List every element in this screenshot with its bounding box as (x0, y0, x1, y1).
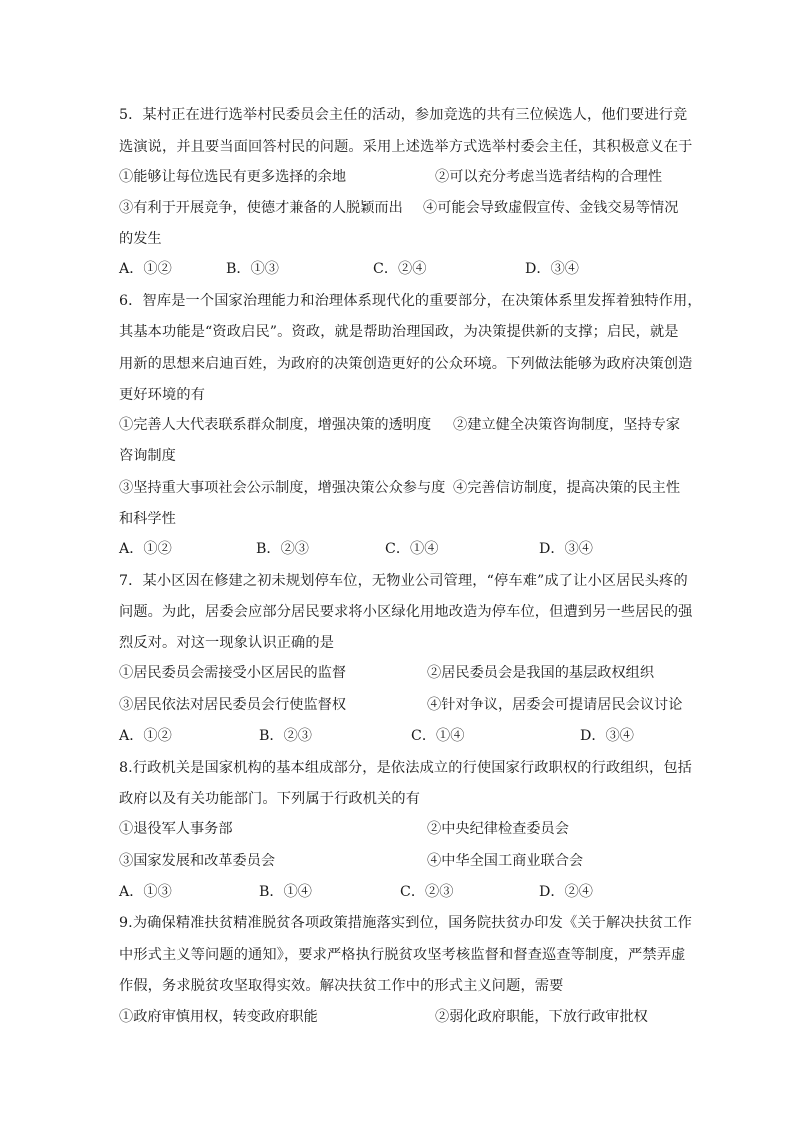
q5-statement-2: ②可以充分考虑当选者结构的合理性 (435, 169, 663, 185)
q6-stem-line-1: 6．智库是一个国家治理能力和治理体系现代化的重要部分，在决策体系里发挥着独特作用， (119, 293, 702, 309)
q7-statement-3: ③居民依法对居民委员会行使监督权 (119, 697, 347, 713)
q8-choice-b: B．①④ (259, 884, 312, 900)
q5-stem-line-1: 5．某村正在进行选举村民委员会主任的活动，参加竞选的共有三位候选人，他们要进行竞 (119, 107, 688, 123)
q8-statement-1: ①退役军人事务部 (119, 821, 233, 837)
q7-stem-line-2: 问题。为此，居委会应部分居民要求将小区绿化用地改造为停车位，但遭到另一些居民的强 (119, 604, 693, 620)
q9-stem-line-3: 作假，务求脱贫攻坚取得实效。解决扶贫工作中的形式主义问题，需要 (119, 978, 564, 994)
q8-stem-line-1: 8.行政机关是国家机构的基本组成部分，是依法成立的行使国家行政职权的行政组织，包括 (119, 760, 693, 776)
q6-statement-2: ②建立健全决策咨询制度，坚持专家 (453, 417, 681, 433)
q6-choice-d: D．③④ (539, 541, 593, 557)
q7-stem-line-1: 7．某小区因在修建之初未规划停车位，无物业公司管理，“停车难”成了让小区居民头疼的 (119, 573, 688, 589)
q8-choice-a: A．①③ (119, 884, 172, 900)
q6-statement-2-cont: 咨询制度 (119, 448, 176, 464)
q5-choice-c: C．②④ (373, 261, 427, 277)
q5-statement-4-cont: 的发生 (119, 231, 162, 247)
q7-choice-d: D．③④ (580, 728, 634, 744)
q8-statement-3: ③国家发展和改革委员会 (119, 853, 276, 869)
q7-stem-line-3: 烈反对。对这一现象认识正确的是 (119, 635, 335, 651)
q9-stem-line-1: 9.为确保精准扶贫精准脱贫各项政策措施落实到位，国务院扶贫办印发《关于解决扶贫工作 (119, 915, 693, 931)
q6-statement-4-cont: 和科学性 (119, 511, 176, 527)
q8-stem-line-2: 政府以及有关功能部门。下列属于行政机关的有 (119, 791, 421, 807)
q6-choice-a: A．①② (119, 541, 172, 557)
q6-stem-line-3: 用新的思想来启迪百姓，为政府的决策创造更好的公众环境。下列做法能够为政府决策创造 (119, 356, 693, 372)
q7-choice-a: A．①② (119, 728, 172, 744)
q5-choice-a: A．①② (119, 261, 172, 277)
q6-statement-4: ④完善信访制度，提高决策的民主性 (453, 480, 681, 496)
q6-choice-c: C．①④ (385, 541, 439, 557)
q6-statement-1: ①完善人大代表联系群众制度，增强决策的透明度 (119, 417, 432, 433)
q9-statement-1: ①政府审慎用权，转变政府职能 (119, 1009, 318, 1025)
q6-stem-line-2: 其基本功能是“资政启民”。资政，就是帮助治理国政，为决策提供新的支撑；启民，就是 (119, 324, 679, 340)
q5-statement-3: ③有利于开展竞争，使德才兼备的人脱颖而出 (119, 200, 403, 216)
q6-stem-line-4: 更好环境的有 (119, 387, 206, 403)
q8-choice-d: D．②④ (539, 884, 593, 900)
q7-statement-1: ①居民委员会需接受小区居民的监督 (119, 665, 347, 681)
q5-choice-b: B．①③ (226, 261, 279, 277)
q7-statement-2: ②居民委员会是我国的基层政权组织 (427, 665, 655, 681)
q9-stem-line-2: 中形式主义等问题的通知》，要求严格执行脱贫攻坚考核监督和督查巡查等制度，严禁弄虚 (119, 947, 686, 963)
q7-statement-4: ④针对争议，居委会可提请居民会议讨论 (427, 697, 683, 713)
q7-choice-b: B．②③ (259, 728, 312, 744)
q9-statement-2: ②弱化政府职能，下放行政审批权 (435, 1009, 648, 1025)
q5-statement-1: ①能够让每位选民有更多选择的余地 (119, 169, 347, 185)
q8-choice-c: C．②③ (400, 884, 454, 900)
q6-statement-3: ③坚持重大事项社会公示制度，增强决策公众参与度 (119, 480, 446, 496)
q6-choice-b: B．②③ (256, 541, 309, 557)
q5-statement-4: ④可能会导致虚假宣传、金钱交易等情况 (423, 200, 679, 216)
q8-statement-4: ④中华全国工商业联合会 (427, 853, 584, 869)
q5-choice-d: D．③④ (525, 261, 579, 277)
q5-stem-line-2: 选演说，并且要当面回答村民的问题。采用上述选举方式选举村委会主任，其积极意义在于 (119, 139, 693, 155)
q8-statement-2: ②中央纪律检查委员会 (427, 821, 569, 837)
q7-choice-c: C．①④ (411, 728, 465, 744)
